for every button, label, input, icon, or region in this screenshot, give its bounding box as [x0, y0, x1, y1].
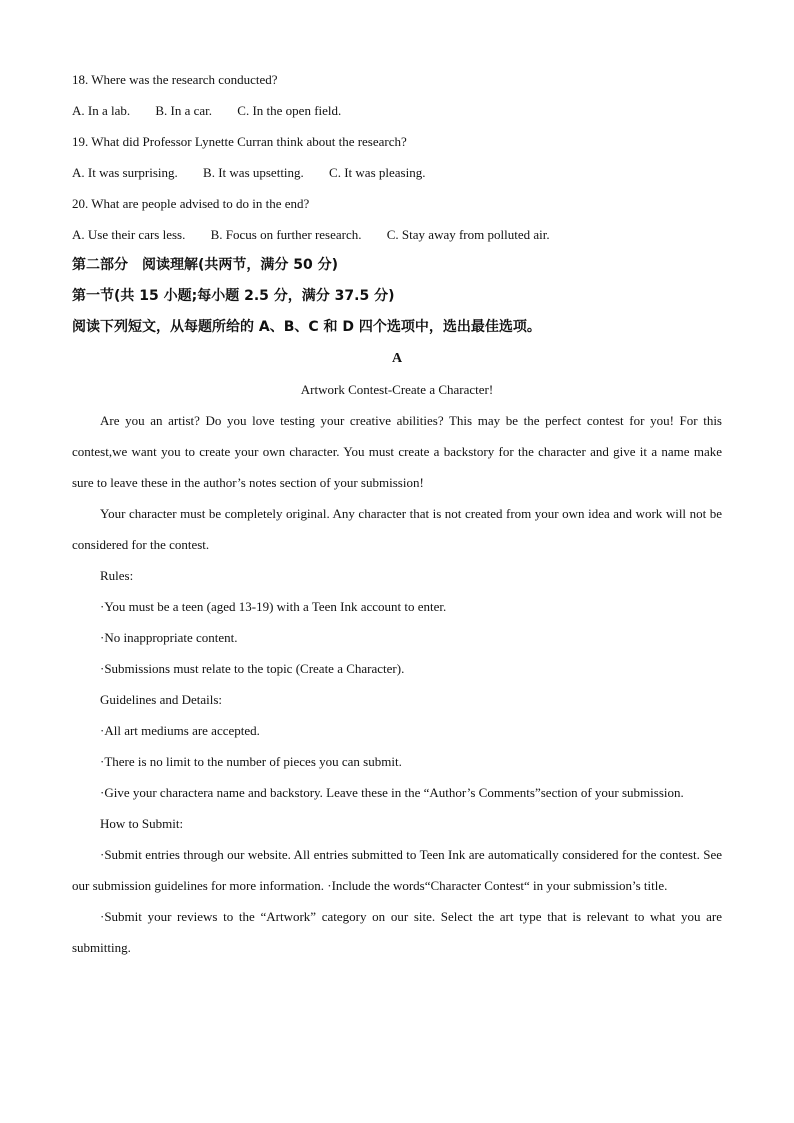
question-18 [72, 64, 722, 126]
guideline-item-long: ·Give your charactera name and backstory. Leave these in the “Author’s Comments”section of your submission. [100, 785, 684, 800]
question-20 [72, 188, 722, 250]
question-stem: 20. What are people advised to do in the end? [72, 196, 310, 211]
guideline-item: ·All art mediums are accepted. [100, 723, 260, 738]
passage-title: Artwork Contest-Create a Character! [300, 382, 494, 397]
rule-item: ·You must be a teen (aged 13-19) with a Teen Ink account to enter. [100, 599, 447, 614]
rule-item: ·No inappropriate content. [100, 630, 238, 645]
intro-paragraph-1: Are you an artist? Do you love testing your creative abilities? This may be the perfect contest for you! For this contest,we want you to create your own character. You must create a backstory for the character and give it a name make sure to leave these in the author’s notes section of your submission! [72, 413, 722, 490]
part-heading: 第二部分 阅读理解(共两节，满分 50 分) [72, 257, 339, 273]
option-a: A. In a lab. [72, 103, 131, 118]
option-b: B. Focus on further research. [210, 227, 362, 242]
document-page [72, 64, 722, 963]
submit-heading: How to Submit: [100, 816, 184, 831]
option-b: B. In a car. [155, 103, 213, 118]
guidelines-heading: Guidelines and Details: [100, 692, 223, 707]
option-c: C. Stay away from polluted air. [386, 227, 550, 242]
submit-paragraph-2: ·Submit your reviews to the “Artwork” category on our site. Select the art type that is relevant to what you are submitting. [72, 909, 722, 955]
passage-letter: A [391, 351, 403, 366]
question-19 [72, 126, 722, 188]
question-options [72, 219, 722, 250]
submit-paragraph-1: ·Submit entries through our website. All entries submitted to Teen Ink are automatically considered for the contest. See our submission guidelines for more information. ·Include the words“Character Contest“ in your submission’s title. [72, 847, 722, 893]
rules-heading: Rules: [100, 568, 134, 583]
question-stem: 19. What did Professor Lynette Curran think about the research? [72, 134, 407, 149]
option-c: C. In the open field. [237, 103, 342, 118]
guideline-item: ·There is no limit to the number of pieces you can submit. [100, 754, 402, 769]
question-options [72, 157, 722, 188]
question-options [72, 95, 722, 126]
rule-item: ·Submissions must relate to the topic (Create a Character). [100, 661, 405, 676]
reading-instruction: 阅读下列短文，从每题所给的 A、B、C 和 D 四个选项中，选出最佳选项。 [72, 319, 541, 335]
intro-paragraph-2: Your character must be completely original. Any character that is not created from your own idea and work will not be considered for the contest. [72, 506, 722, 552]
option-c: C. It was pleasing. [329, 165, 426, 180]
option-a: A. Use their cars less. [72, 227, 186, 242]
option-a: A. It was surprising. [72, 165, 178, 180]
question-stem: 18. Where was the research conducted? [72, 72, 278, 87]
option-b: B. It was upsetting. [203, 165, 304, 180]
subsection-heading: 第一节(共 15 小题;每小题 2.5 分，满分 37.5 分) [72, 288, 395, 304]
